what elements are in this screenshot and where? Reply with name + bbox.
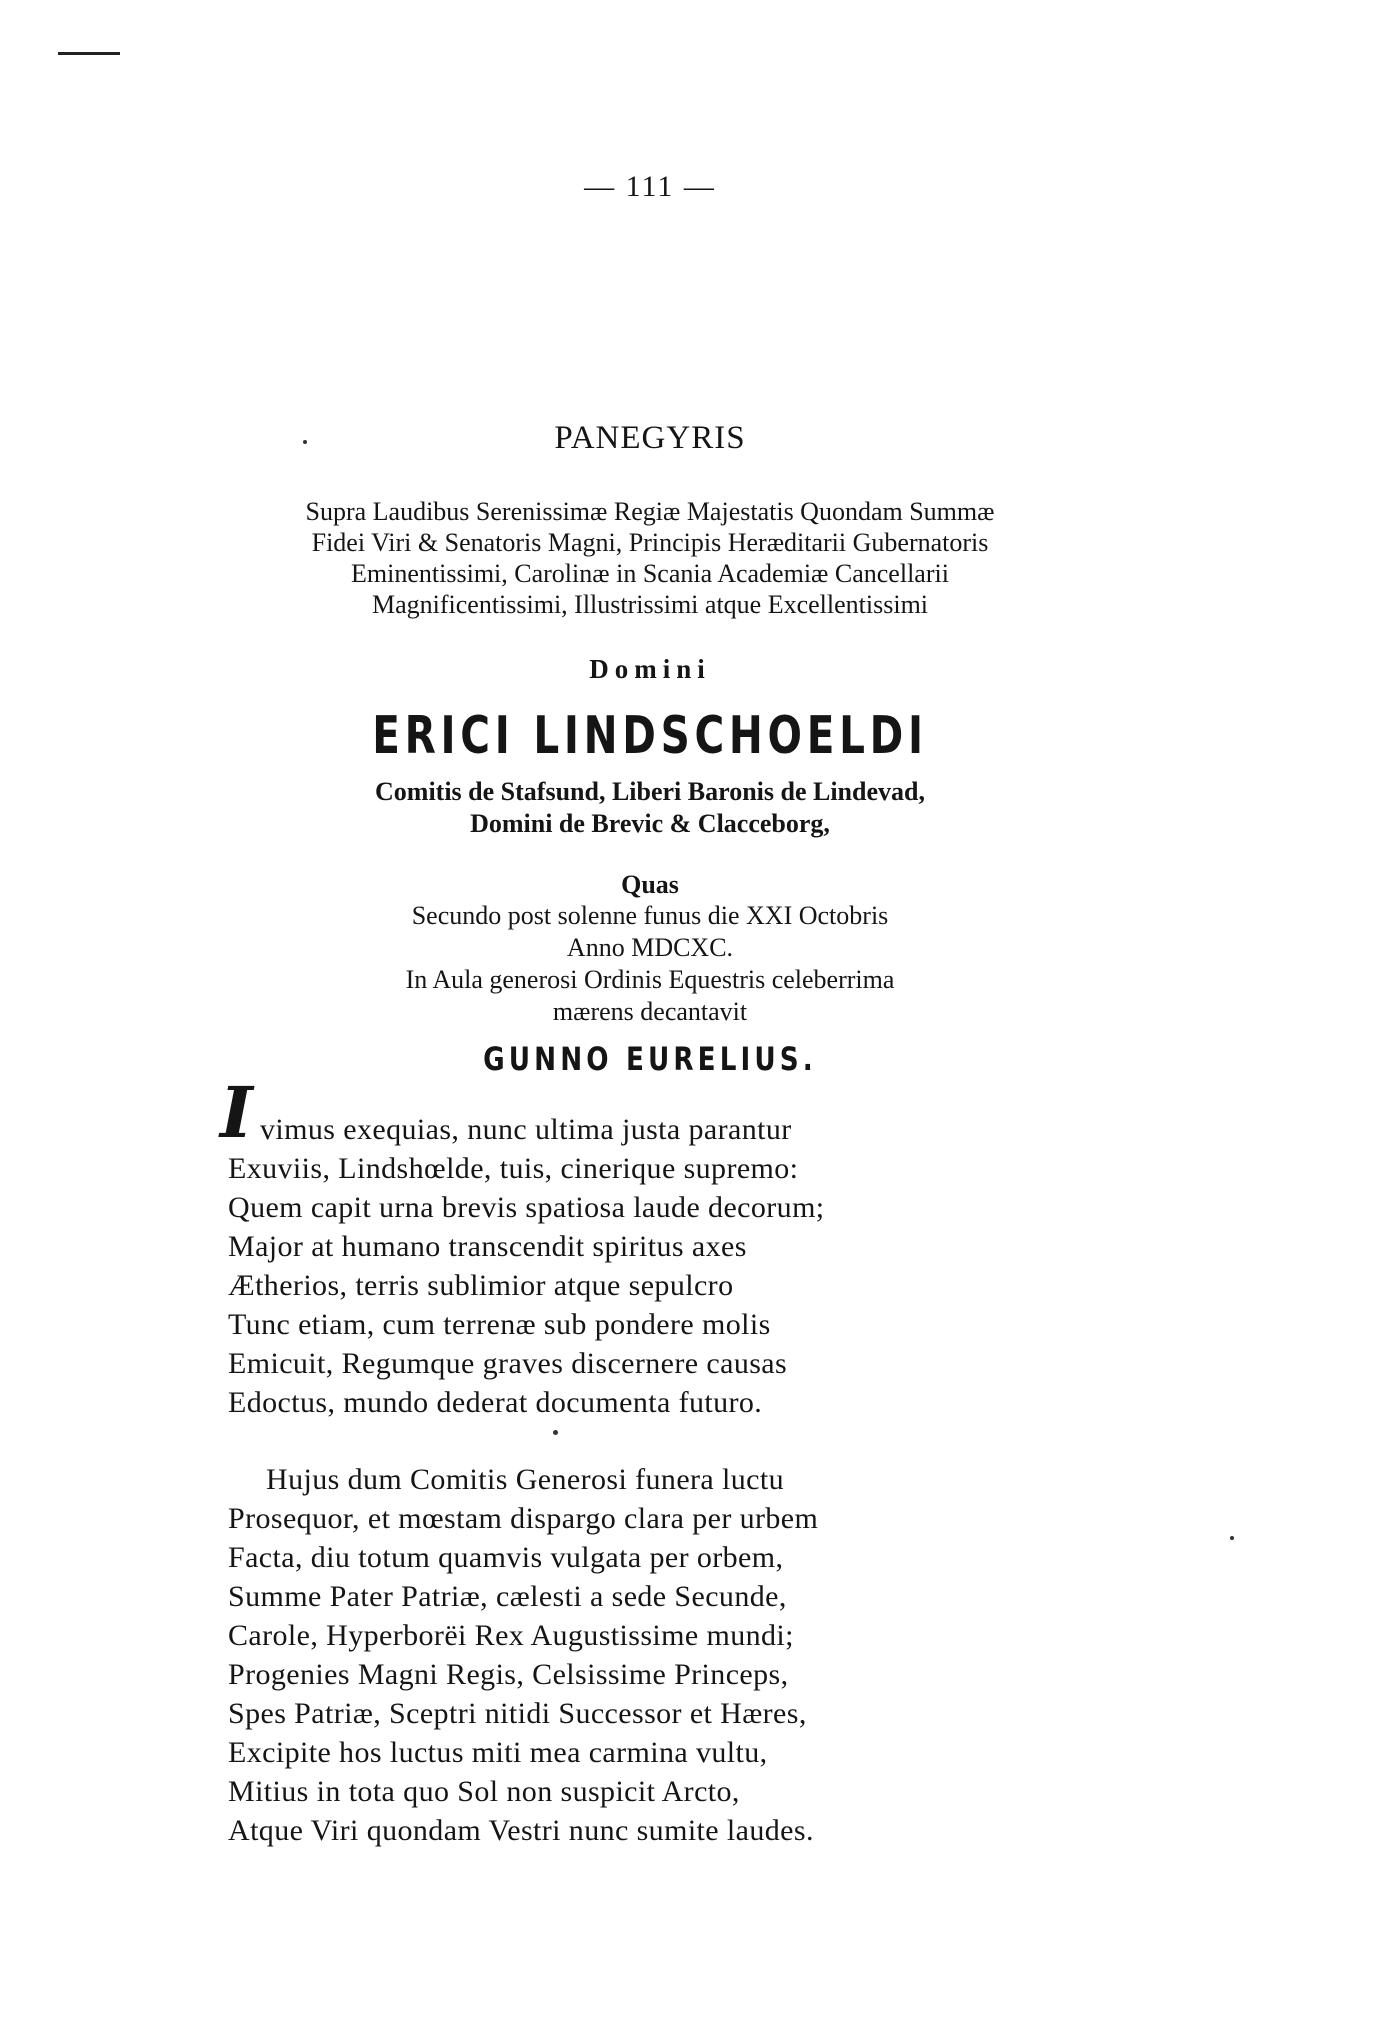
poem-line: Carole, Hyperborëi Rex Augustissime mundi; bbox=[228, 1619, 794, 1652]
subject-name: ERICI LINDSCHOELDI bbox=[372, 706, 928, 766]
print-speck bbox=[553, 1430, 558, 1435]
poem-line: Spes Patriæ, Sceptri nitidi Successor et Hæres, bbox=[228, 1697, 807, 1730]
author-name: GUNNO EURELIUS. bbox=[483, 1040, 817, 1078]
page-number: — 111 — bbox=[584, 170, 716, 203]
document-title: PANEGYRIS bbox=[554, 420, 746, 456]
poem-line: Tunc etiam, cum terrenæ sub pondere molis bbox=[228, 1308, 771, 1341]
preamble-line: Fidei Viri & Senatoris Magni, Principis Heræditarii Gubernatoris bbox=[311, 528, 989, 557]
poem-line: Hujus dum Comitis Generosi funera luctu bbox=[266, 1463, 785, 1496]
occasion-line: Secundo post solenne funus die XXI Octobris bbox=[411, 901, 889, 930]
poem-line: Summe Pater Patriæ, cælesti a sede Secunde, bbox=[228, 1580, 787, 1613]
subject-title-line: Domini de Brevic & Clacceborg, bbox=[470, 809, 830, 838]
poem-line: Emicuit, Regumque graves discernere causas bbox=[228, 1347, 788, 1380]
occasion-line: Anno MDCXC. bbox=[566, 933, 734, 962]
poem-line: Major at humano transcendit spiritus axes bbox=[228, 1230, 747, 1263]
poem-stanza-1 bbox=[228, 1110, 1228, 1422]
print-speck bbox=[303, 440, 307, 444]
occasion bbox=[150, 900, 1150, 1028]
poem-line: Excipite hos luctus miti mea carmina vultu, bbox=[228, 1736, 768, 1769]
poem-line: Facta, diu totum quamvis vulgata per orbem, bbox=[228, 1541, 784, 1574]
poem-line: Exuviis, Lindshœlde, tuis, cinerique supremo: bbox=[228, 1152, 799, 1185]
top-rule bbox=[58, 52, 120, 55]
subject-title-line: Comitis de Stafsund, Liberi Baronis de Lindevad, bbox=[375, 777, 925, 806]
poem-line: Edoctus, mundo dederat documenta futuro. bbox=[228, 1386, 763, 1419]
domini-heading: Domini bbox=[589, 654, 711, 684]
drop-cap: I bbox=[220, 1071, 253, 1154]
poem-line: vimus exequias, nunc ultima justa parantur bbox=[260, 1113, 792, 1146]
print-speck bbox=[1230, 1536, 1234, 1540]
poem-line: Quem capit urna brevis spatiosa laude decorum; bbox=[228, 1191, 825, 1224]
preamble-line: Magnificentissimi, Illustrissimi atque Excellentissimi bbox=[371, 590, 929, 619]
preamble-line: Supra Laudibus Serenissimæ Regiæ Majestatis Quondam Summæ bbox=[305, 497, 995, 526]
quas-heading: Quas bbox=[621, 870, 679, 899]
occasion-line: In Aula generosi Ordinis Equestris celeberrima bbox=[405, 965, 895, 994]
poem-line: Progenies Magni Regis, Celsissime Princeps, bbox=[228, 1658, 789, 1691]
preamble bbox=[150, 496, 1150, 620]
poem-line: Prosequor, et mœstam dispargo clara per urbem bbox=[228, 1502, 819, 1535]
occasion-line: mærens decantavit bbox=[552, 997, 748, 1026]
poem-stanza-2 bbox=[228, 1460, 1228, 1850]
preamble-line: Eminentissimi, Carolinæ in Scania Academiæ Cancellarii bbox=[351, 559, 949, 588]
poem-line: Atque Viri quondam Vestri nunc sumite laudes. bbox=[228, 1814, 814, 1847]
poem-line: Ætherios, terris sublimior atque sepulcro bbox=[228, 1269, 734, 1302]
subject-titles bbox=[150, 776, 1150, 840]
poem-line: Mitius in tota quo Sol non suspicit Arcto, bbox=[228, 1775, 740, 1808]
